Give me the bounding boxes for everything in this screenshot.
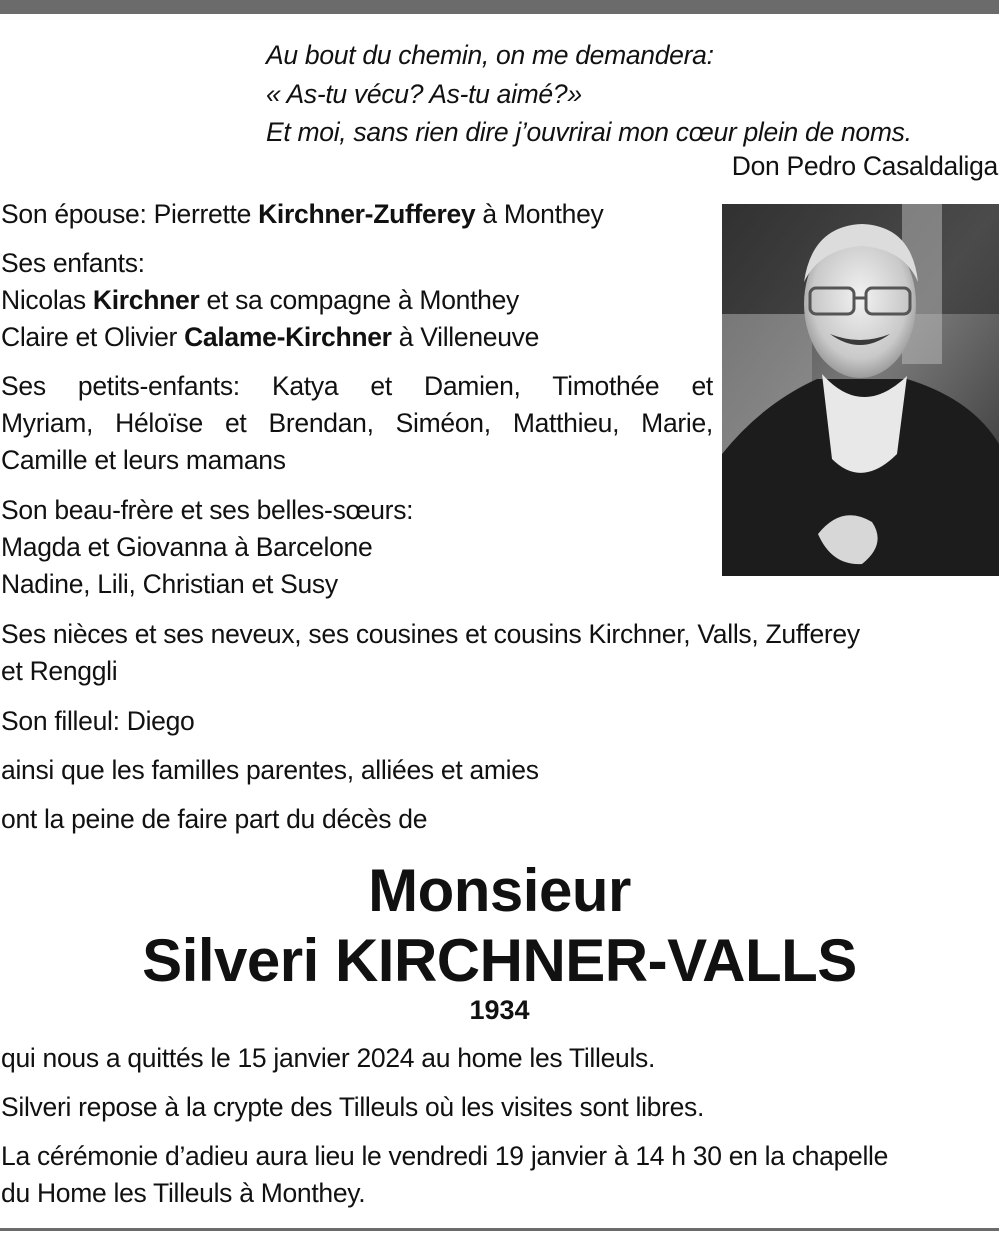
quote-line-1: Au bout du chemin, on me demandera: — [266, 40, 714, 70]
nieces-line-1: Ses nièces et ses neveux, ses cousines et cousins Kirchner, Valls, Zufferey — [1, 619, 860, 649]
quote-line-3: Et moi, sans rien dire j’ouvrirai mon cœur plein de noms. — [266, 117, 912, 147]
top-border-rule — [0, 0, 999, 14]
child-2-suffix: à Villeneuve — [391, 322, 540, 352]
grandchildren-line-3: Camille et leurs mamans — [1, 445, 286, 475]
child-1-name: Kirchner — [92, 285, 200, 315]
quote-line-2: « As-tu vécu? As-tu aimé?» — [266, 78, 582, 109]
ceremony-line-1: La cérémonie d’adieu aura lieu le vendredi 19 janvier à 14 h 30 en la chapelle — [1, 1141, 889, 1171]
child-1-suffix: et sa compagne à Monthey — [199, 285, 519, 315]
portrait-image — [722, 204, 999, 576]
grandchildren-line-1: Ses petits-enfants: Katya et Damien, Timothée et — [1, 371, 713, 401]
ceremony-line-2: du Home les Tilleuls à Monthey. — [1, 1178, 366, 1208]
spouse-line — [1, 196, 701, 233]
families-text: ainsi que les familles parentes, alliées et amies — [1, 755, 539, 785]
spouse-name: Kirchner-Zufferey — [258, 199, 476, 229]
godson-text: Son filleul: Diego — [1, 706, 195, 736]
deceased-name: Silveri KIRCHNER-VALLS — [142, 927, 857, 994]
deceased-birth-year: 1934 — [469, 995, 530, 1025]
portrait-photo — [722, 204, 999, 576]
announcement-text: ont la peine de faire part du décès de — [1, 804, 428, 834]
nieces-section — [1, 616, 999, 690]
details-text-1: qui nous a quittés le 15 janvier 2024 au home les Tilleuls. — [1, 1043, 656, 1073]
spouse-prefix: Son épouse: Pierrette — [1, 199, 259, 229]
godson-line — [1, 703, 999, 740]
ceremony-section — [1, 1138, 999, 1212]
deceased-title: Monsieur — [368, 857, 631, 924]
details-line-1 — [1, 1040, 999, 1077]
in-laws-line-2: Nadine, Lili, Christian et Susy — [1, 569, 338, 599]
children-heading: Ses enfants: — [1, 248, 145, 278]
epigraph-quote — [266, 36, 998, 152]
in-laws-section — [1, 492, 711, 603]
families-line — [1, 752, 999, 789]
child-1-prefix: Nicolas — [1, 285, 93, 315]
grandchildren-line-2: Myriam, Héloïse et Brendan, Siméon, Matthieu, Marie, — [1, 408, 713, 438]
child-2-prefix: Claire et Olivier — [1, 322, 185, 352]
details-text-2: Silveri repose à la crypte des Tilleuls où les visites sont libres. — [1, 1092, 705, 1122]
child-2-name: Calame-Kirchner — [184, 322, 392, 352]
grandchildren-section — [1, 368, 713, 479]
bottom-border-rule — [0, 1228, 999, 1231]
in-laws-heading: Son beau-frère et ses belles-sœurs: — [1, 495, 414, 525]
quote-author: Don Pedro Casaldaliga — [731, 151, 998, 181]
children-section — [1, 245, 711, 356]
in-laws-line-1: Magda et Giovanna à Barcelone — [1, 532, 373, 562]
nieces-line-2: et Renggli — [1, 656, 118, 686]
announcement-line — [1, 801, 999, 838]
details-line-2 — [1, 1089, 999, 1126]
spouse-suffix: à Monthey — [475, 199, 604, 229]
